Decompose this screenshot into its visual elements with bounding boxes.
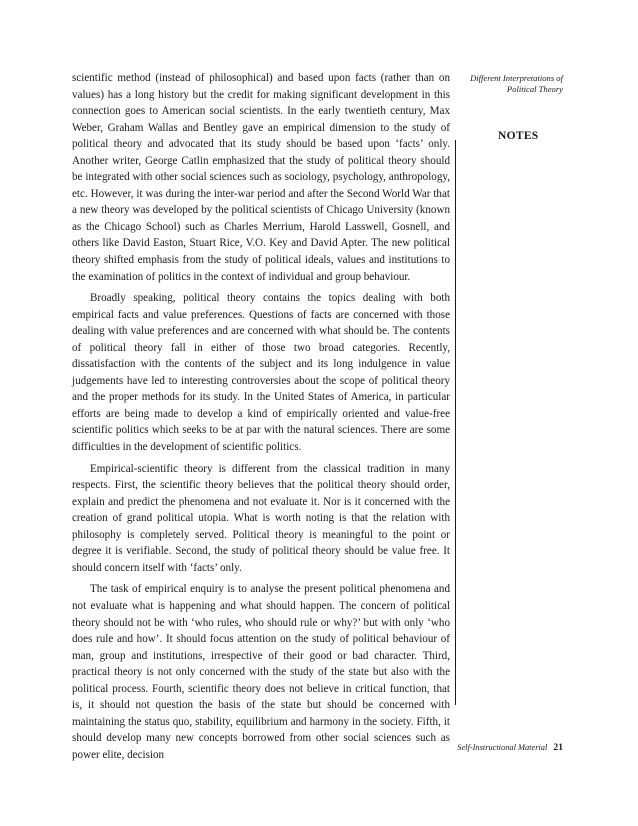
paragraph-1: scientific method (instead of philosophical) and based upon facts (rather than on values) has a long history but the credit for making significant development in this connection goes to American social scientists. In the early twentieth century, Max Weber, Graham Wallas and Bentley gave an empirical dimension to the study of political theory and advocated that its study should be based upon ‘facts’ only. Another writer, George Catlin emphasized that the study of political theory should be integrated with other social sciences such as sociology, psychology, anthropology, etc. However, it was during the inter-war period and after the Second World War that a new theory was developed by the political scientists of Chicago University (known as the Chicago School) such as Charles Merrium, Harold Lasswell, Gosnell, and others like David Easton, Stuart Rice, V.O. Key and David Apter. The new political theory shifted emphasis from the study of political ideals, values and institutions to the examination of politics in the context of individual and group behaviour. [72,72,450,283]
body-text [72,70,450,768]
paragraph-3: Empirical-scientific theory is different from the classical tradition in many respects. First, the scientific theory believes that the political theory should order, explain and predict the phenomena and not evaluate it. Nor is it concerned with the creation of grand political utopia. What is worth noting is that the relation with philosophy is completely served. Political theory is meaningful to the point or degree it is verifiable. Second, the study of political theory should be value free. It should concern itself with ‘facts’ only. [72,462,450,574]
margin-divider [455,140,456,705]
page-number: 21 [553,742,563,753]
paragraph-4: The task of empirical enquiry is to analyse the present political phenomena and not evaluate what is happening and what should happen. The concern of political theory should not be with ‘who rules, who should rule or why?’ but with only ‘who does rule and how’. It should focus attention on the study of political behaviour of man, group and institutions, irrespective of their good or bad character. Third, practical theory is not only concerned with the study of the state but also with the political process. Fourth, scientific theory does not believe in critical function, that is, it should not question the basis of the state but should be concerned with maintaining the status quo, stability, equilibrium and harmony in the society. Fifth, it should develop many new concepts borrowed from other social sciences such as power elite, decision [72,583,450,761]
footer-label: Self-Instructional Material [457,743,548,752]
page-footer [457,742,563,753]
running-header: Different Interpretations of Political Theory [470,73,563,94]
paragraph-2: Broadly speaking, political theory contains the topics dealing with both empirical facts and value preferences. Questions of facts are concerned with those dealing with value preferences and are concerned with what should be. The contents of political theory fall in either of those two broad categories. Recently, dissatisfaction with the contents of the subject and its long indulgence in value judgements have led to interesting controversies about the scope of political theory and the proper methods for its study. In the United States of America, in particular efforts are being made to develop a kind of empirically oriented and value-free scientific politics which seeks to be at par with the natural sciences. There are some difficulties in the development of scientific politics. [72,292,450,454]
notes-label: NOTES [498,130,539,142]
